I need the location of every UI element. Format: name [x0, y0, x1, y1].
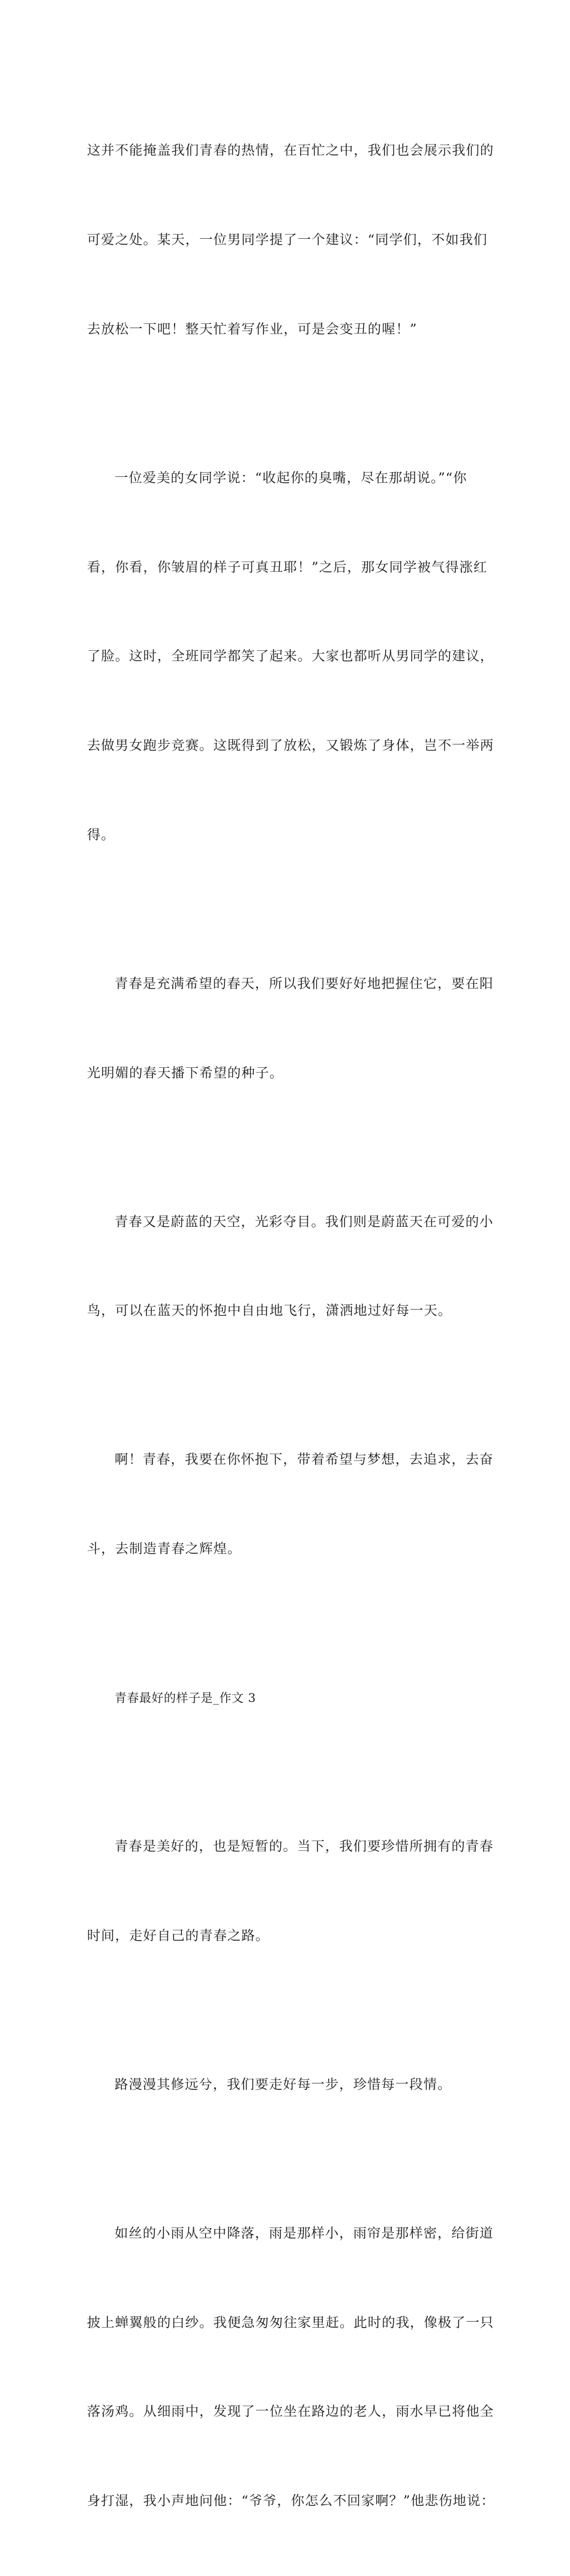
text-line: 如丝的小雨从空中降落，雨是那样小，雨帘是那样密，给街道: [115, 2225, 494, 2241]
text-line: 这并不能掩盖我们青春的热情，在百忙之中，我们也会展示我们的: [87, 143, 494, 159]
text-line: 披上蝉翼般的白纱。我便急匆匆往家里赶。此时的我，像极了一只: [87, 2314, 494, 2331]
text-line: 可爱之处。某天，一位男同学提了一个建议：“同学们，不如我们: [87, 232, 488, 248]
paragraph: [87, 2011, 495, 2160]
text-line: 啊！青春，我要在你怀抱下，带着希望与梦想，去追求，去奋: [115, 1452, 494, 1468]
text-line: 路漫漫其修远兮，我们要走好每一步，珍惜每一段情。: [115, 2076, 452, 2092]
text-line: 一位爱美的女同学说：“收起你的臭嘴，尽在那胡说。”“你: [115, 470, 467, 486]
text-line: 看，你看，你皱眉的样子可真丑耶！”之后，那女同学被气得涨红: [87, 559, 488, 575]
paragraph: [87, 1773, 495, 2011]
text-line: 时间，走好自己的青春之路。: [87, 1928, 270, 1944]
text-line: 得。: [87, 827, 115, 843]
paragraph: [87, 1386, 495, 1624]
paragraph: [87, 1148, 495, 1386]
text-line: 青春是充满希望的春天，所以我们要好好地把握住它，要在阳: [115, 975, 494, 992]
text-line: 去放松一下吧！整天忙着写作业，可是会变丑的喔！”: [87, 321, 418, 337]
paragraph: [87, 2160, 495, 2576]
paragraph: [87, 77, 495, 404]
text-line: 青春是美好的，也是短暂的。当下，我们要珍惜所拥有的青春: [115, 1839, 494, 1855]
section-heading: [87, 1624, 495, 1773]
text-line: 了脸。这时，全班同学都笑了起来。大家也都听从男同学的建议，: [87, 648, 494, 665]
text-line: 落汤鸡。从细雨中，发现了一位坐在路边的老人，雨水早已将他全: [87, 2404, 494, 2420]
paragraph: [87, 910, 495, 1148]
text-line: 鸟，可以在蓝天的怀抱中自由地飞行，潇洒地过好每一天。: [87, 1303, 452, 1319]
heading-text: 青春最好的样子是_作文 3: [115, 1691, 256, 1706]
text-line: 去做男女跑步竞赛。这既得到了放松，又锻炼了身体，岂不一举两: [87, 738, 494, 754]
paragraph: [87, 404, 495, 910]
text-line: 光明媚的春天播下希望的种子。: [87, 1065, 284, 1081]
text-line: 青春又是蔚蓝的天空，光彩夺目。我们则是蔚蓝天在可爱的小: [115, 1214, 494, 1230]
text-line: 斗，去制造青春之辉煌。: [87, 1541, 242, 1557]
document-body: [87, 77, 495, 2576]
text-line: 身打湿，我小声地问他：“爷爷，你怎么不回家啊？”他悲伤地说：: [87, 2493, 495, 2509]
